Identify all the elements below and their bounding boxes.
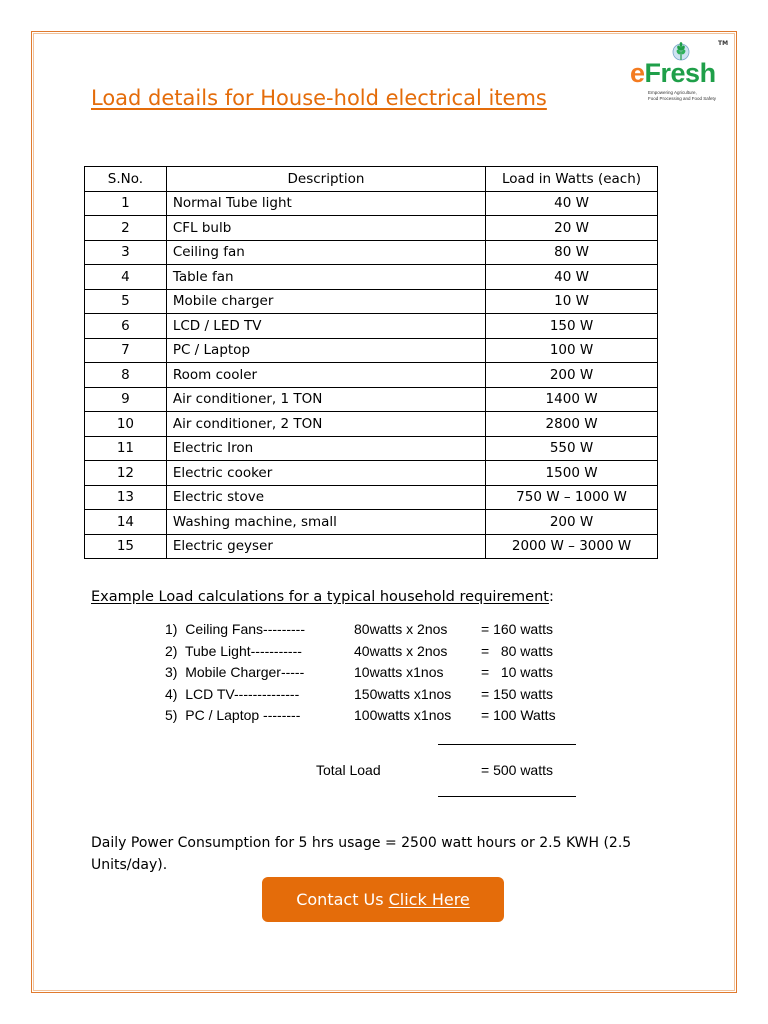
cell-description: Washing machine, small [166, 510, 485, 535]
table-row [85, 534, 658, 559]
example-heading-colon: : [548, 589, 554, 605]
cell-load: 550 W [486, 436, 658, 461]
cell-description: Electric geyser [166, 534, 485, 559]
table-row [85, 436, 658, 461]
cell-sno: 13 [85, 485, 167, 510]
brand-wordmark [630, 58, 716, 89]
table-row [85, 314, 658, 339]
table-row [85, 240, 658, 265]
sum-rule-top [438, 744, 576, 745]
cell-sno: 8 [85, 363, 167, 388]
cell-sno: 14 [85, 510, 167, 535]
cell-description: Room cooler [166, 363, 485, 388]
cell-sno: 2 [85, 216, 167, 241]
cell-description: LCD / LED TV [166, 314, 485, 339]
cell-load: 750 W – 1000 W [486, 485, 658, 510]
table-header-row [85, 167, 658, 192]
cell-sno: 9 [85, 387, 167, 412]
brand-e: e [630, 58, 645, 88]
total-load-label: Total Load [316, 762, 381, 778]
calc-item-label: 4) LCD TV-------------- [165, 685, 300, 702]
contact-us-button[interactable] [262, 877, 504, 922]
calc-item-result: = 10 watts [481, 664, 553, 680]
cell-description: Electric cooker [166, 461, 485, 486]
trademark-mark: TM [718, 40, 729, 47]
calc-item-qty: 150watts x1nos [354, 685, 452, 702]
calc-item-result: = 80 watts [481, 642, 553, 659]
table-row [85, 412, 658, 437]
calc-item-result: = 100 Watts [481, 707, 556, 723]
brand-tagline [648, 90, 738, 101]
calc-item-result: = 160 watts [481, 621, 553, 637]
cell-description: Electric stove [166, 485, 485, 510]
cell-load: 100 W [486, 338, 658, 363]
example-heading-text: Example Load calculations for a typical household requirement [91, 589, 549, 605]
brand-fresh: Fresh [644, 58, 716, 88]
table-row [85, 387, 658, 412]
example-heading [91, 589, 554, 605]
cell-sno: 1 [85, 191, 167, 216]
tagline-line-2: Food Processing and Food Safety [648, 95, 717, 101]
cell-sno: 5 [85, 289, 167, 314]
cell-load: 2000 W – 3000 W [486, 534, 658, 559]
table-row [85, 363, 658, 388]
calc-item-label: 2) Tube Light----------- [165, 642, 302, 659]
cell-description: Ceiling fan [166, 240, 485, 265]
header-load: Load in Watts (each) [486, 167, 658, 192]
cell-description: Table fan [166, 265, 485, 290]
table-row [85, 191, 658, 216]
contact-us-label: Contact Us [296, 890, 384, 909]
cell-load: 20 W [486, 216, 658, 241]
load-table [84, 166, 658, 559]
daily-consumption: Daily Power Consumption for 5 hrs usage = 2500 watt hours or 2.5 KWH (2.5 Units/day). [91, 835, 632, 873]
cell-load: 200 W [486, 363, 658, 388]
calc-item-qty: 80watts x 2nos [354, 621, 448, 637]
cell-load: 10 W [486, 289, 658, 314]
cell-description: Mobile charger [166, 289, 485, 314]
cell-sno: 12 [85, 461, 167, 486]
cell-sno: 11 [85, 436, 167, 461]
cell-load: 40 W [486, 265, 658, 290]
total-load-value: = 500 watts [481, 762, 553, 778]
cell-sno: 10 [85, 412, 167, 437]
table-row [85, 461, 658, 486]
calc-item-result: = 150 watts [481, 685, 553, 702]
cell-load: 40 W [486, 191, 658, 216]
efresh-logo [628, 36, 738, 108]
table-row [85, 485, 658, 510]
calc-item-label: 1) Ceiling Fans--------- [165, 621, 305, 637]
calc-item-qty: 100watts x1nos [354, 707, 452, 723]
cell-description: Normal Tube light [166, 191, 485, 216]
table-row [85, 289, 658, 314]
cell-load: 1500 W [486, 461, 658, 486]
click-here-link[interactable]: Click Here [388, 890, 470, 909]
table-row [85, 338, 658, 363]
cell-description: PC / Laptop [166, 338, 485, 363]
table-body [85, 191, 658, 559]
calc-item-qty: 10watts x1nos [354, 664, 444, 680]
header-description: Description [166, 167, 485, 192]
tagline-line-1: Empowering Agriculture, [648, 90, 697, 95]
cell-load: 2800 W [486, 412, 658, 437]
cell-description: Electric Iron [166, 436, 485, 461]
table-row [85, 265, 658, 290]
header-sno: S.No. [85, 167, 167, 192]
sum-rule-bottom [438, 796, 576, 797]
page-title: Load details for House-hold electrical items [91, 86, 547, 110]
cell-sno: 7 [85, 338, 167, 363]
cell-sno: 6 [85, 314, 167, 339]
calc-item-label: 5) PC / Laptop -------- [165, 707, 301, 723]
cell-sno: 3 [85, 240, 167, 265]
cell-load: 150 W [486, 314, 658, 339]
cell-description: Air conditioner, 1 TON [166, 387, 485, 412]
cell-load: 1400 W [486, 387, 658, 412]
calc-item-qty: 40watts x 2nos [354, 642, 448, 659]
cell-sno: 4 [85, 265, 167, 290]
calc-item-label: 3) Mobile Charger----- [165, 664, 305, 680]
table-row [85, 510, 658, 535]
cell-description: CFL bulb [166, 216, 485, 241]
cell-description: Air conditioner, 2 TON [166, 412, 485, 437]
cell-sno: 15 [85, 534, 167, 559]
table-row [85, 216, 658, 241]
cell-load: 80 W [486, 240, 658, 265]
cell-load: 200 W [486, 510, 658, 535]
